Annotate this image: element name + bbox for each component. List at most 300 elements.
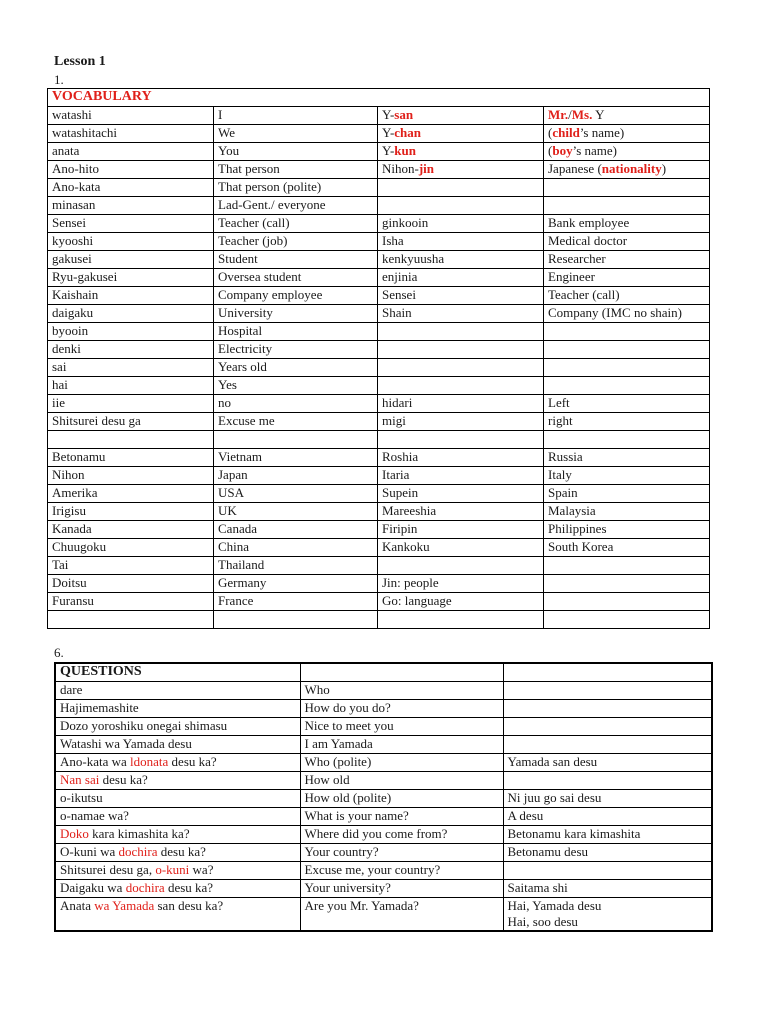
cell-text: watashi (52, 107, 92, 122)
question-row (55, 700, 712, 718)
question-cell-col-2 (300, 862, 503, 880)
question-cell-col-3 (503, 772, 712, 790)
cell-text: hidari (382, 395, 413, 410)
vocabulary-cell-col-2 (214, 323, 378, 341)
vocabulary-cell-col-2 (214, 377, 378, 395)
cell-text: We (218, 125, 235, 140)
vocabulary-cell-col-1 (48, 413, 214, 431)
vocabulary-cell-col-1 (48, 125, 214, 143)
vocabulary-cell-col-3 (378, 575, 544, 593)
vocabulary-cell-col-3 (378, 449, 544, 467)
vocabulary-row (48, 503, 710, 521)
cell-text: I am Yamada (304, 736, 373, 751)
cell-text: san (394, 107, 414, 122)
cell-text: Roshia (382, 449, 419, 464)
vocabulary-cell-col-3 (378, 215, 544, 233)
cell-text: Kaishain (52, 287, 99, 302)
cell-text: Betonamu desu (507, 844, 589, 859)
cell-text: Hajimemashite (60, 700, 139, 715)
vocabulary-cell-col-3 (378, 179, 544, 197)
vocabulary-cell-col-3 (378, 197, 544, 215)
question-row (55, 844, 712, 862)
question-cell-col-1 (55, 790, 300, 808)
cell-text: o-namae wa? (60, 808, 129, 823)
cell-text: ginkooin (382, 215, 429, 230)
vocabulary-cell-col-3 (378, 413, 544, 431)
vocabulary-cell-col-2 (214, 395, 378, 413)
cell-text: sai (52, 359, 67, 374)
cell-text: Y (592, 107, 605, 122)
vocabulary-cell-col-4 (544, 125, 710, 143)
question-cell-col-1 (55, 898, 300, 932)
vocabulary-cell-col-1 (48, 143, 214, 161)
question-cell-col-3 (503, 682, 712, 700)
vocabulary-cell-col-1 (48, 359, 214, 377)
vocabulary-cell-col-1 (48, 503, 214, 521)
cell-text: How old (polite) (304, 790, 392, 805)
questions-table (54, 662, 713, 932)
vocabulary-cell-col-2 (214, 251, 378, 269)
question-cell-col-2 (300, 754, 503, 772)
cell-text: Nihon (52, 467, 85, 482)
vocabulary-row (48, 377, 710, 395)
question-row (55, 880, 712, 898)
vocabulary-cell-col-4 (544, 323, 710, 341)
vocabulary-cell-col-4 (544, 197, 710, 215)
cell-text: kenkyuusha (382, 251, 445, 266)
question-cell-col-1 (55, 772, 300, 790)
vocabulary-row (48, 593, 710, 611)
cell-text: anata (52, 143, 80, 158)
section-number-6: 6. (54, 645, 64, 660)
cell-text: desu ka? (164, 880, 214, 895)
cell-text: Doitsu (52, 575, 87, 590)
cell-text: Teacher (call) (548, 287, 620, 302)
vocabulary-cell-col-4 (544, 575, 710, 593)
vocabulary-cell-col-1 (48, 467, 214, 485)
cell-text: watashitachi (52, 125, 117, 140)
cell-text: Amerika (52, 485, 98, 500)
cell-text: Ano-kata wa (60, 754, 131, 769)
question-cell-col-3 (503, 718, 712, 736)
vocabulary-cell-col-2 (214, 107, 378, 125)
cell-text: ) (661, 161, 667, 176)
cell-text: ’s name) (572, 143, 617, 158)
vocabulary-cell-col-2 (214, 593, 378, 611)
cell-text: A desu (507, 808, 544, 823)
question-cell-col-3 (503, 790, 712, 808)
vocabulary-cell-col-4 (544, 467, 710, 485)
vocabulary-cell-col-4 (544, 521, 710, 539)
vocabulary-cell-col-3 (378, 359, 544, 377)
cell-text: Canada (218, 521, 257, 536)
question-cell-col-1 (55, 754, 300, 772)
cell-text: Isha (382, 233, 404, 248)
vocabulary-cell-col-4 (544, 233, 710, 251)
vocabulary-row (48, 107, 710, 125)
vocabulary-cell-col-2 (214, 161, 378, 179)
cell-text: Excuse me, your country? (304, 862, 441, 877)
cell-text: Nice to meet you (304, 718, 394, 733)
questions-header-blank-3 (503, 663, 712, 682)
cell-text: Teacher (job) (218, 233, 288, 248)
cell-text: Your country? (304, 844, 379, 859)
vocabulary-row (48, 323, 710, 341)
vocabulary-cell-col-1 (48, 197, 214, 215)
cell-text: Nan sai (60, 772, 100, 787)
cell-text: kyooshi (52, 233, 94, 248)
cell-text: child (552, 125, 580, 140)
section-number-1: 1. (54, 72, 64, 87)
vocabulary-row (48, 305, 710, 323)
cell-text: ldonata (130, 754, 169, 769)
vocabulary-table (47, 88, 710, 629)
cell-text: USA (218, 485, 245, 500)
cell-text: Engineer (548, 269, 595, 284)
vocabulary-cell-col-1 (48, 611, 214, 629)
vocabulary-cell-col-2 (214, 413, 378, 431)
vocabulary-row (48, 161, 710, 179)
question-cell-col-1 (55, 862, 300, 880)
vocabulary-cell-col-2 (214, 215, 378, 233)
vocabulary-cell-col-2 (214, 503, 378, 521)
cell-text: Doko (60, 826, 89, 841)
vocabulary-cell-col-4 (544, 503, 710, 521)
cell-text: Saitama shi (507, 880, 568, 895)
cell-text: Italy (548, 467, 572, 482)
questions-header-blank-2 (300, 663, 503, 682)
cell-text: kun (394, 143, 416, 158)
cell-text: Lad-Gent./ everyone (218, 197, 326, 212)
cell-text: Sensei (382, 287, 416, 302)
vocabulary-row (48, 539, 710, 557)
cell-text: Who (304, 682, 330, 697)
vocabulary-cell-col-1 (48, 161, 214, 179)
cell-text: Vietnam (218, 449, 262, 464)
vocabulary-cell-col-2 (214, 431, 378, 449)
cell-text: Researcher (548, 251, 606, 266)
question-cell-col-1 (55, 844, 300, 862)
cell-text: You (218, 143, 240, 158)
vocabulary-cell-col-1 (48, 233, 214, 251)
vocabulary-cell-col-1 (48, 269, 214, 287)
cell-text: Hai, Yamada desu (507, 898, 602, 913)
vocabulary-cell-col-4 (544, 539, 710, 557)
cell-text: desu ka? (99, 772, 148, 787)
cell-text: dochira (125, 880, 165, 895)
cell-text: o-ikutsu (60, 790, 103, 805)
vocabulary-cell-col-4 (544, 143, 710, 161)
vocabulary-row (48, 575, 710, 593)
cell-text: desu ka? (168, 754, 217, 769)
vocabulary-cell-col-2 (214, 539, 378, 557)
vocabulary-cell-col-3 (378, 107, 544, 125)
cell-text: Teacher (call) (218, 215, 290, 230)
question-cell-col-3 (503, 844, 712, 862)
cell-text: dochira (118, 844, 158, 859)
question-cell-col-2 (300, 700, 503, 718)
question-row (55, 772, 712, 790)
vocabulary-cell-col-1 (48, 305, 214, 323)
question-row (55, 718, 712, 736)
cell-text: Irigisu (52, 503, 86, 518)
vocabulary-cell-col-3 (378, 539, 544, 557)
vocabulary-cell-col-4 (544, 251, 710, 269)
cell-text: Itaria (382, 467, 410, 482)
cell-text: Hai, soo desu (507, 914, 578, 929)
question-cell-col-2 (300, 880, 503, 898)
cell-text: Dozo yoroshiku onegai shimasu (60, 718, 228, 733)
vocabulary-cell-col-4 (544, 377, 710, 395)
vocabulary-cell-col-4 (544, 413, 710, 431)
cell-text: Supein (382, 485, 419, 500)
cell-text: ’s name) (579, 125, 625, 140)
cell-text: chan (394, 125, 422, 140)
lesson-title: Lesson 1 (54, 54, 106, 69)
cell-text: wa? (189, 862, 214, 877)
cell-text: Bank employee (548, 215, 630, 230)
cell-text: Watashi wa Yamada desu (60, 736, 192, 751)
cell-text: O-kuni wa (60, 844, 119, 859)
vocabulary-cell-col-1 (48, 215, 214, 233)
vocabulary-header-row (48, 89, 710, 107)
cell-text: Anata (60, 898, 95, 913)
vocabulary-cell-col-3 (378, 125, 544, 143)
cell-text: migi (382, 413, 406, 428)
vocabulary-cell-col-1 (48, 575, 214, 593)
vocabulary-cell-col-3 (378, 521, 544, 539)
vocabulary-row (48, 557, 710, 575)
cell-text: Electricity (218, 341, 273, 356)
cell-text: denki (52, 341, 81, 356)
vocabulary-cell-col-3 (378, 287, 544, 305)
vocabulary-row (48, 215, 710, 233)
vocabulary-row (48, 341, 710, 359)
vocabulary-row (48, 143, 710, 161)
cell-text: Yamada san desu (507, 754, 598, 769)
cell-text: Japanese ( (548, 161, 602, 176)
vocabulary-cell-col-1 (48, 341, 214, 359)
cell-text: dare (60, 682, 83, 697)
cell-text: Are you Mr. Yamada? (304, 898, 419, 913)
vocabulary-cell-col-1 (48, 287, 214, 305)
vocabulary-cell-col-2 (214, 575, 378, 593)
question-cell-col-2 (300, 682, 503, 700)
cell-text: Thailand (218, 557, 265, 572)
cell-text: hai (52, 377, 68, 392)
question-cell-col-2 (300, 772, 503, 790)
cell-text: Ano-kata (52, 179, 101, 194)
cell-text: Kanada (52, 521, 92, 536)
question-row (55, 826, 712, 844)
vocabulary-cell-col-2 (214, 269, 378, 287)
cell-text: minasan (52, 197, 96, 212)
vocabulary-row (48, 449, 710, 467)
question-cell-col-3 (503, 880, 712, 898)
vocabulary-cell-col-4 (544, 359, 710, 377)
vocabulary-row (48, 179, 710, 197)
question-cell-col-3 (503, 700, 712, 718)
vocabulary-cell-col-2 (214, 359, 378, 377)
cell-text: Excuse me (218, 413, 275, 428)
vocabulary-cell-col-2 (214, 611, 378, 629)
cell-text: Where did you come from? (304, 826, 448, 841)
vocabulary-cell-col-3 (378, 251, 544, 269)
vocabulary-row (48, 287, 710, 305)
cell-text: Chuugoku (52, 539, 107, 554)
cell-text: kara kimashita ka? (88, 826, 190, 841)
vocabulary-cell-col-1 (48, 593, 214, 611)
vocabulary-cell-col-4 (544, 179, 710, 197)
question-row (55, 682, 712, 700)
vocabulary-cell-col-4 (544, 287, 710, 305)
cell-text: Company (IMC no shain) (548, 305, 682, 320)
cell-text: Mr. (548, 107, 569, 122)
cell-text: I (218, 107, 223, 122)
question-cell-col-2 (300, 736, 503, 754)
vocabulary-cell-col-4 (544, 485, 710, 503)
vocabulary-cell-col-3 (378, 503, 544, 521)
cell-text: Furansu (52, 593, 94, 608)
vocabulary-cell-col-3 (378, 485, 544, 503)
cell-text: That person (218, 161, 280, 176)
cell-text: University (218, 305, 273, 320)
cell-text: How old (304, 772, 350, 787)
question-cell-col-1 (55, 880, 300, 898)
cell-text: Tai (52, 557, 69, 572)
vocabulary-cell-col-1 (48, 449, 214, 467)
vocabulary-cell-col-4 (544, 431, 710, 449)
vocabulary-cell-col-1 (48, 557, 214, 575)
question-cell-col-1 (55, 700, 300, 718)
vocabulary-cell-col-4 (544, 395, 710, 413)
vocabulary-cell-col-3 (378, 269, 544, 287)
cell-text: Russia (548, 449, 583, 464)
cell-text: Y- (382, 143, 395, 158)
vocabulary-cell-col-1 (48, 485, 214, 503)
vocabulary-cell-col-2 (214, 125, 378, 143)
cell-text: ( (548, 143, 553, 158)
question-row (55, 862, 712, 880)
question-row (55, 898, 712, 932)
cell-text: jin (418, 161, 435, 176)
question-cell-col-2 (300, 718, 503, 736)
vocabulary-row (48, 431, 710, 449)
cell-text: Who (polite) (304, 754, 372, 769)
cell-text: ( (548, 125, 553, 140)
cell-text: Your university? (304, 880, 391, 895)
question-cell-col-2 (300, 808, 503, 826)
vocabulary-cell-col-3 (378, 233, 544, 251)
vocabulary-body (48, 89, 710, 629)
vocabulary-cell-col-2 (214, 287, 378, 305)
vocabulary-cell-col-2 (214, 179, 378, 197)
cell-text: Japan (218, 467, 248, 482)
vocabulary-cell-col-3 (378, 305, 544, 323)
vocabulary-row (48, 197, 710, 215)
questions-body (55, 663, 712, 931)
question-cell-col-2 (300, 844, 503, 862)
vocabulary-cell-col-4 (544, 269, 710, 287)
cell-text: Shitsurei desu ga (52, 413, 141, 428)
question-cell-col-3 (503, 898, 712, 932)
vocabulary-cell-col-2 (214, 305, 378, 323)
vocabulary-cell-col-2 (214, 449, 378, 467)
question-cell-col-2 (300, 826, 503, 844)
question-cell-col-1 (55, 718, 300, 736)
cell-text: How do you do? (304, 700, 391, 715)
question-cell-col-2 (300, 898, 503, 932)
cell-text: Nihon- (382, 161, 419, 176)
vocabulary-cell-col-4 (544, 305, 710, 323)
cell-text: Philippines (548, 521, 607, 536)
vocabulary-row (48, 269, 710, 287)
vocabulary-cell-col-1 (48, 377, 214, 395)
vocabulary-row (48, 413, 710, 431)
question-row (55, 808, 712, 826)
vocabulary-cell-col-3 (378, 161, 544, 179)
vocabulary-cell-col-1 (48, 431, 214, 449)
cell-text: / (568, 107, 572, 122)
cell-text: Spain (548, 485, 578, 500)
vocabulary-cell-col-1 (48, 521, 214, 539)
vocabulary-row (48, 125, 710, 143)
question-cell-col-3 (503, 808, 712, 826)
question-row (55, 736, 712, 754)
question-cell-col-1 (55, 808, 300, 826)
question-cell-col-2 (300, 790, 503, 808)
vocabulary-row (48, 467, 710, 485)
question-cell-col-1 (55, 826, 300, 844)
question-cell-col-3 (503, 736, 712, 754)
cell-text: China (218, 539, 250, 554)
question-cell-col-1 (55, 682, 300, 700)
cell-text: Germany (218, 575, 267, 590)
cell-text: Ryu-gakusei (52, 269, 118, 284)
vocabulary-row (48, 395, 710, 413)
vocabulary-cell-col-3 (378, 557, 544, 575)
cell-text: Shain (382, 305, 412, 320)
cell-text: iie (52, 395, 65, 410)
questions-header-row (55, 663, 712, 682)
vocabulary-cell-col-3 (378, 143, 544, 161)
cell-text: Medical doctor (548, 233, 628, 248)
vocabulary-cell-col-1 (48, 539, 214, 557)
cell-text: Ano-hito (52, 161, 99, 176)
vocabulary-row (48, 521, 710, 539)
cell-text: Go: language (382, 593, 452, 608)
question-cell-col-1 (55, 736, 300, 754)
cell-text: o-kuni (155, 862, 190, 877)
cell-text: right (548, 413, 573, 428)
cell-text: That person (polite) (218, 179, 322, 194)
vocabulary-cell-col-4 (544, 215, 710, 233)
cell-text: Kankoku (382, 539, 430, 554)
cell-text: Company employee (218, 287, 323, 302)
vocabulary-cell-col-4 (544, 449, 710, 467)
vocabulary-cell-col-3 (378, 377, 544, 395)
cell-text: Mareeshia (382, 503, 437, 518)
question-row (55, 790, 712, 808)
vocabulary-cell-col-2 (214, 197, 378, 215)
vocabulary-cell-col-2 (214, 467, 378, 485)
cell-text: Left (548, 395, 570, 410)
cell-text: South Korea (548, 539, 614, 554)
vocabulary-cell-col-3 (378, 323, 544, 341)
cell-text: Daigaku wa (60, 880, 126, 895)
cell-text: Y- (382, 107, 395, 122)
vocabulary-cell-col-2 (214, 143, 378, 161)
